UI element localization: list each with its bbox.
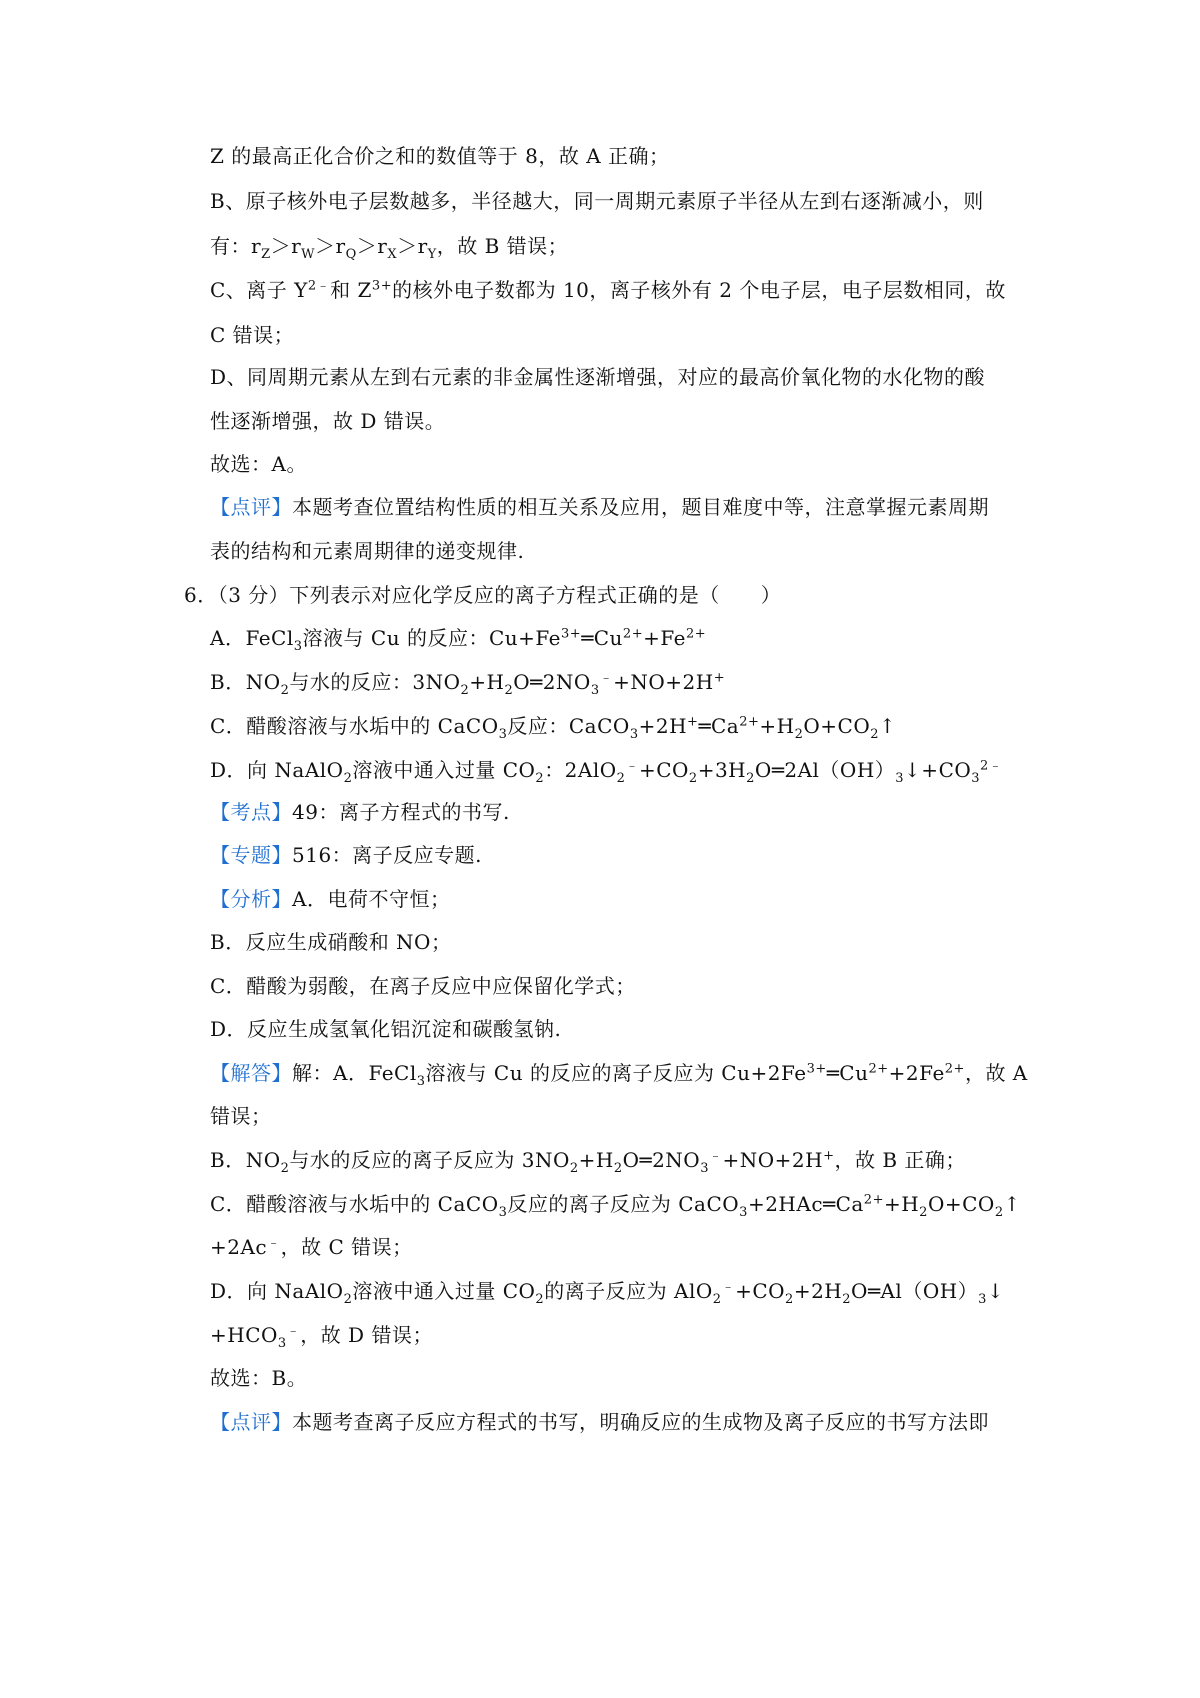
superscript: 3+: [371, 278, 393, 294]
text-run: C、离子 Y: [210, 278, 308, 302]
subscript: 2: [280, 1161, 290, 1176]
text-run: 的核外电子数都为 10，离子核外有 2 个电子层，电子层数相同，故: [392, 278, 1006, 302]
text-line: [210, 667, 1030, 697]
text-run: D、同周期元素从左到右元素的非金属性逐渐增强，对应的最高价氧化物的水化物的酸: [210, 365, 986, 389]
text-run: O+CO: [803, 714, 871, 738]
text-line: [210, 755, 1030, 785]
text-line: [210, 1407, 1030, 1437]
text-run: +2Fe: [888, 1061, 945, 1085]
text-run: 故选：A。: [210, 452, 307, 476]
text-run: 反应：CaCO: [507, 714, 630, 738]
text-run: B、原子核外电子层数越多，半径越大，同一周期元素原子半径从左到右逐渐减小，则: [210, 189, 984, 213]
superscript: ﹣: [599, 670, 614, 686]
subscript: 3: [277, 1336, 287, 1351]
text-line: [210, 1363, 1030, 1393]
text-run: C．醋酸溶液与水垢中的 CaCO: [210, 1192, 499, 1216]
text-run: O═2NO: [622, 1148, 701, 1172]
text-run: 516：离子反应专题.: [292, 843, 483, 867]
text-line: [210, 884, 1030, 914]
superscript: 2+: [868, 1061, 889, 1077]
text-line: [210, 1276, 1030, 1306]
text-run: +NO+2H: [722, 1148, 824, 1172]
superscript: 3+: [806, 1061, 827, 1077]
subscript: Y: [427, 247, 437, 262]
superscript: ﹣: [267, 1235, 281, 1251]
text-line: [210, 1058, 1030, 1088]
superscript: +: [687, 714, 699, 730]
superscript: +: [713, 670, 726, 686]
text-line: [210, 623, 1030, 653]
section-tag: 【点评】: [210, 1410, 292, 1434]
text-run: ＞r: [270, 234, 302, 258]
text-line: [210, 1014, 1030, 1044]
subscript: Q: [345, 247, 357, 262]
text-run: +2H: [638, 714, 688, 738]
text-run: 本题考查离子反应方程式的书写，明确反应的生成物及离子反应的书写方法即: [292, 1410, 989, 1434]
text-run: 错误；: [210, 1104, 272, 1128]
text-line: [210, 449, 1030, 479]
text-line: [210, 275, 1030, 305]
text-run: A．电荷不守恒；: [292, 887, 451, 911]
text-run: C．醋酸为弱酸，在离子反应中应保留化学式；: [210, 974, 636, 998]
text-run: +H: [883, 1192, 920, 1216]
text-run: B．NO: [210, 670, 281, 694]
superscript: ﹣: [286, 1323, 301, 1339]
text-run: ↑: [879, 714, 897, 738]
text-line: [210, 231, 1030, 261]
subscript: 3: [971, 771, 981, 786]
subscript: 2: [712, 1292, 722, 1307]
text-run: +HCO: [210, 1323, 278, 1347]
text-run: 6．（3 分）下列表示对应化学反应的离子方程式正确的是（ ）: [184, 583, 782, 607]
text-run: +Fe: [643, 626, 686, 650]
subscript: 3: [739, 1205, 748, 1220]
subscript: 2: [688, 771, 698, 786]
text-run: B．反应生成硝酸和 NO；: [210, 930, 452, 954]
subscript: 2: [460, 683, 470, 698]
superscript: 2+: [944, 1061, 965, 1077]
subscript: 3: [978, 1292, 987, 1307]
subscript: 2: [919, 1205, 928, 1220]
superscript: 2+: [863, 1192, 884, 1208]
section-tag: 【分析】: [210, 887, 292, 911]
subscript: 2: [870, 727, 880, 742]
text-run: C 错误；: [210, 323, 295, 347]
text-run: +2H: [793, 1279, 843, 1303]
text-run: +CO: [638, 758, 689, 782]
text-run: 与水的反应的离子反应为 3NO: [289, 1148, 570, 1172]
text-run: D．向 NaAlO: [210, 758, 344, 782]
subscript: 2: [343, 771, 353, 786]
text-run: +H: [759, 714, 795, 738]
section-tag: 【解答】: [210, 1061, 292, 1085]
text-run: O═Al（OH）: [851, 1279, 979, 1303]
text-run: 49：离子方程式的书写.: [292, 800, 510, 824]
text-run: 性逐渐增强，故 D 错误。: [210, 409, 446, 433]
subscript: 3: [498, 1205, 508, 1220]
text-line: [210, 141, 1030, 171]
subscript: 3: [590, 683, 600, 698]
text-run: 溶液中通入过量 CO: [352, 1279, 536, 1303]
subscript: 2: [535, 1292, 545, 1307]
subscript: 3: [629, 727, 639, 742]
text-run: 反应的离子反应为 CaCO: [507, 1192, 740, 1216]
superscript: 3+: [561, 626, 582, 642]
subscript: 2: [535, 771, 545, 786]
text-run: ＞r: [356, 234, 388, 258]
text-line: [210, 320, 1030, 350]
superscript: 2﹣: [307, 278, 331, 294]
subscript: 3: [293, 639, 303, 654]
text-run: A．FeCl: [210, 626, 294, 650]
text-run: +H: [578, 1148, 614, 1172]
superscript: 2+: [739, 714, 760, 730]
text-run: +CO: [735, 1279, 786, 1303]
text-run: 有：r: [210, 234, 262, 258]
text-run: 和 Z: [330, 278, 372, 302]
superscript: ﹣: [721, 1279, 736, 1295]
text-run: ，故 A: [964, 1061, 1028, 1085]
text-run: 故选：B。: [210, 1366, 308, 1390]
text-line: [210, 1145, 1030, 1175]
text-run: ，故 B 正确；: [834, 1148, 966, 1172]
text-line: [210, 362, 1030, 392]
text-run: ，故 B 错误；: [436, 234, 569, 258]
text-run: +2Ac: [210, 1235, 268, 1259]
subscript: W: [301, 247, 316, 262]
text-line: [210, 840, 1030, 870]
subscript: 3: [895, 771, 905, 786]
text-run: ═Cu: [826, 1061, 869, 1085]
text-run: ═Ca: [698, 714, 740, 738]
text-run: ═Cu: [581, 626, 623, 650]
subscript: 2: [994, 1205, 1004, 1220]
text-line: [184, 580, 1004, 610]
text-run: 溶液与 Cu 的反应的离子反应为 Cu+2Fe: [425, 1061, 807, 1085]
text-line: [210, 1101, 1030, 1131]
text-run: 与水的反应：3NO: [289, 670, 461, 694]
text-run: ，故 D 错误；: [300, 1323, 433, 1347]
text-line: [210, 536, 1030, 566]
text-run: 本题考查位置结构性质的相互关系及应用，题目难度中等，注意掌握元素周期: [292, 495, 989, 519]
text-run: ＞r: [315, 234, 346, 258]
text-line: [210, 1189, 1030, 1219]
subscript: 2: [343, 1292, 353, 1307]
text-line: [210, 406, 1030, 436]
subscript: 2: [785, 1292, 794, 1307]
text-run: O═2NO: [513, 670, 591, 694]
text-run: 的离子反应为 AlO: [544, 1279, 713, 1303]
text-run: +NO+2H: [613, 670, 714, 694]
superscript: ﹣: [708, 1148, 723, 1164]
subscript: 2: [504, 683, 514, 698]
superscript: 2﹣: [980, 758, 1003, 774]
text-run: D．向 NaAlO: [210, 1279, 344, 1303]
text-run: +2HAc═Ca: [747, 1192, 864, 1216]
subscript: 3: [416, 1074, 426, 1089]
text-run: ：2AlO: [544, 758, 617, 782]
text-run: 溶液与 Cu 的反应：Cu+Fe: [302, 626, 562, 650]
text-line: [210, 927, 1030, 957]
text-run: Z 的最高正化合价之和的数值等于 8，故 A 正确；: [210, 144, 670, 168]
superscript: 2+: [622, 626, 644, 642]
text-run: O+CO: [927, 1192, 995, 1216]
subscript: 3: [498, 727, 508, 742]
text-run: D．反应生成氢氧化铝沉淀和碳酸氢钠.: [210, 1017, 562, 1041]
text-run: ↓: [986, 1279, 1005, 1303]
text-line: [210, 797, 1030, 827]
section-tag: 【点评】: [210, 495, 292, 519]
text-run: ＞r: [397, 234, 428, 258]
subscript: 2: [746, 771, 755, 786]
superscript: ﹣: [625, 758, 639, 774]
text-run: ，故 C 错误；: [280, 1235, 413, 1259]
superscript: +: [823, 1148, 835, 1164]
text-line: [210, 492, 1030, 522]
section-tag: 【专题】: [210, 843, 292, 867]
superscript: 2+: [685, 626, 707, 642]
subscript: 3: [700, 1161, 709, 1176]
subscript: Z: [261, 247, 271, 262]
subscript: 2: [616, 771, 626, 786]
text-run: C．醋酸溶液与水垢中的 CaCO: [210, 714, 499, 738]
text-run: O═2Al（OH）: [754, 758, 896, 782]
text-run: ↑: [1003, 1192, 1021, 1216]
text-line: [210, 1320, 1030, 1350]
subscript: X: [387, 247, 398, 262]
subscript: 2: [613, 1161, 623, 1176]
text-run: +3H: [697, 758, 747, 782]
text-line: [210, 711, 1030, 741]
text-run: 表的结构和元素周期律的递变规律.: [210, 539, 525, 563]
text-line: [210, 186, 1030, 216]
text-run: 解：A．FeCl: [292, 1061, 417, 1085]
subscript: 2: [794, 727, 804, 742]
text-run: +H: [469, 670, 505, 694]
text-line: [210, 971, 1030, 1001]
text-line: [210, 1232, 1030, 1262]
section-tag: 【考点】: [210, 800, 292, 824]
text-run: 溶液中通入过量 CO: [352, 758, 536, 782]
subscript: 2: [569, 1161, 579, 1176]
subscript: 2: [842, 1292, 852, 1307]
text-run: ↓+CO: [904, 758, 972, 782]
subscript: 2: [280, 683, 290, 698]
text-run: B．NO: [210, 1148, 281, 1172]
